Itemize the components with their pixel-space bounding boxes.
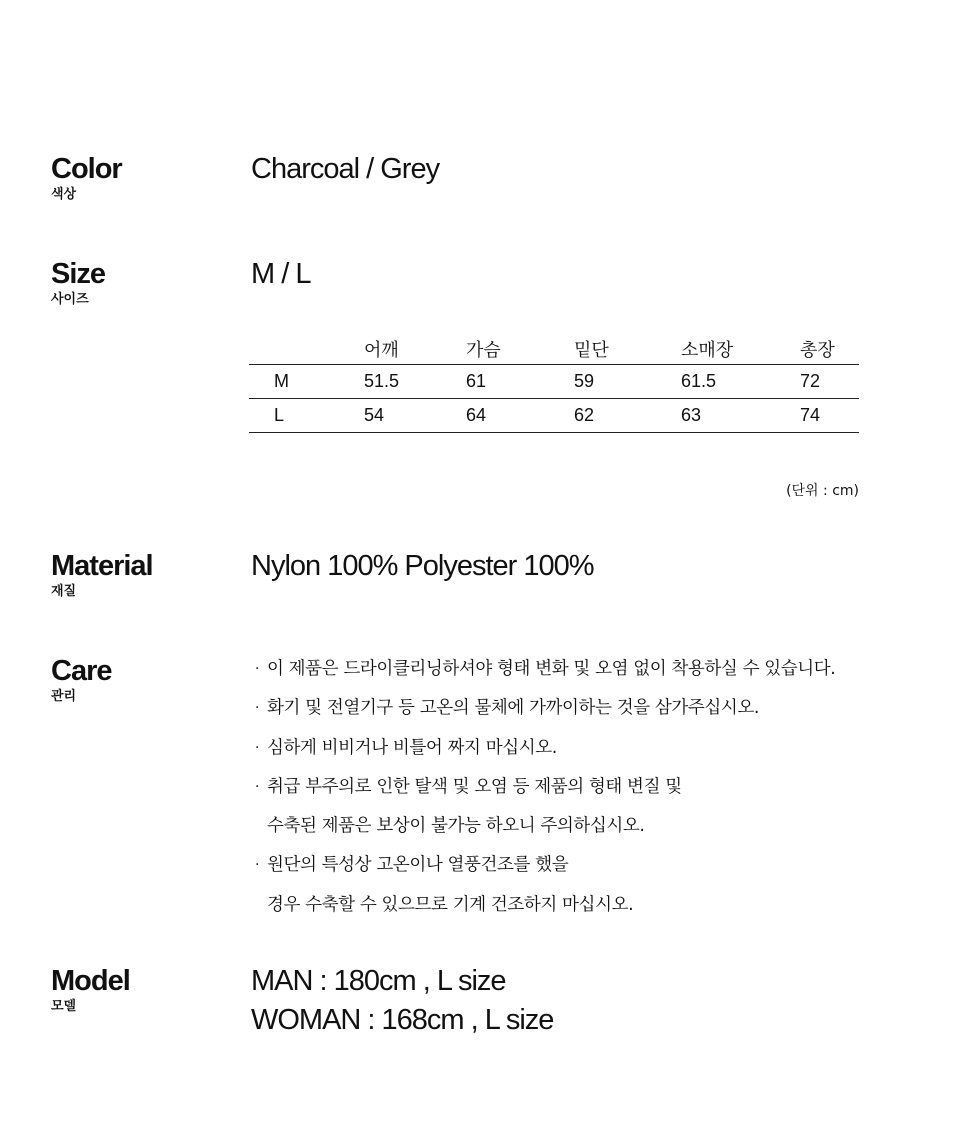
- model-heading: Model: [51, 965, 130, 997]
- care-text: 경우 수축할 수 있으므로 기계 건조하지 마십시오.: [267, 894, 634, 915]
- list-item: [255, 729, 835, 768]
- table-cell: 62: [574, 399, 681, 433]
- care-text: 원단의 특성상 고온이나 열풍건조를 했을: [267, 855, 569, 876]
- color-heading: Color: [51, 153, 122, 185]
- bullet-icon: ·: [255, 857, 260, 874]
- size-chart-header: 총장: [800, 340, 835, 361]
- material-value: Nylon 100% Polyester 100%: [251, 550, 594, 582]
- care-text: 수축된 제품은 보상이 불가능 하오니 주의하십시오.: [267, 816, 645, 837]
- size-value: M / L: [251, 258, 311, 290]
- care-text: 취급 부주의로 인한 탈색 및 오염 등 제품의 형태 변질 및: [267, 776, 682, 797]
- color-heading-ko: 색상: [51, 187, 77, 202]
- size-chart-table: [249, 334, 859, 433]
- material-heading: Material: [51, 550, 153, 582]
- table-cell: M: [249, 365, 364, 399]
- size-chart-header: 소매장: [681, 340, 734, 361]
- table-cell: 59: [574, 365, 681, 399]
- list-item: [255, 768, 835, 847]
- table-cell: 51.5: [364, 365, 466, 399]
- table-cell: 61: [466, 365, 574, 399]
- model-heading-ko: 모델: [51, 999, 77, 1014]
- table-row: [249, 365, 859, 399]
- care-text: 이 제품은 드라이클리닝하셔야 형태 변화 및 오염 없이 착용하실 수 있습니다.: [267, 659, 836, 679]
- bullet-icon: ·: [255, 700, 260, 717]
- bullet-icon: ·: [255, 778, 260, 795]
- bullet-icon: ·: [255, 739, 260, 756]
- model-woman-info: WOMAN : 168cm , L size: [251, 1004, 554, 1036]
- list-item: [255, 650, 835, 689]
- care-heading-ko: 관리: [51, 689, 77, 704]
- care-instructions-list: [255, 650, 835, 925]
- list-item: [255, 846, 835, 925]
- care-text: 화기 및 전열기구 등 고온의 물체에 가까이하는 것을 삼가주십시오.: [267, 698, 760, 719]
- color-value: Charcoal / Grey: [251, 153, 440, 185]
- table-cell: 74: [800, 399, 859, 433]
- size-heading: Size: [51, 258, 106, 290]
- list-item: [255, 689, 835, 728]
- bullet-icon: ·: [255, 661, 260, 677]
- size-unit-note: (단위 : cm): [786, 483, 859, 499]
- care-text: 심하게 비비거나 비틀어 짜지 마십시오.: [267, 737, 557, 758]
- size-chart-header: [249, 334, 364, 365]
- size-chart-header: 어깨: [364, 340, 399, 361]
- size-heading-ko: 사이즈: [51, 292, 89, 307]
- table-row: [249, 399, 859, 433]
- table-cell: 63: [681, 399, 800, 433]
- table-cell: L: [249, 399, 364, 433]
- model-man-info: MAN : 180cm , L size: [251, 965, 506, 997]
- table-cell: 72: [800, 365, 859, 399]
- table-cell: 61.5: [681, 365, 800, 399]
- size-chart-header: 밑단: [574, 340, 609, 361]
- table-cell: 54: [364, 399, 466, 433]
- table-cell: 64: [466, 399, 574, 433]
- size-chart-header: 가슴: [466, 340, 501, 361]
- size-chart-header-row: [249, 334, 859, 365]
- material-heading-ko: 재질: [51, 584, 77, 599]
- care-heading: Care: [51, 655, 112, 687]
